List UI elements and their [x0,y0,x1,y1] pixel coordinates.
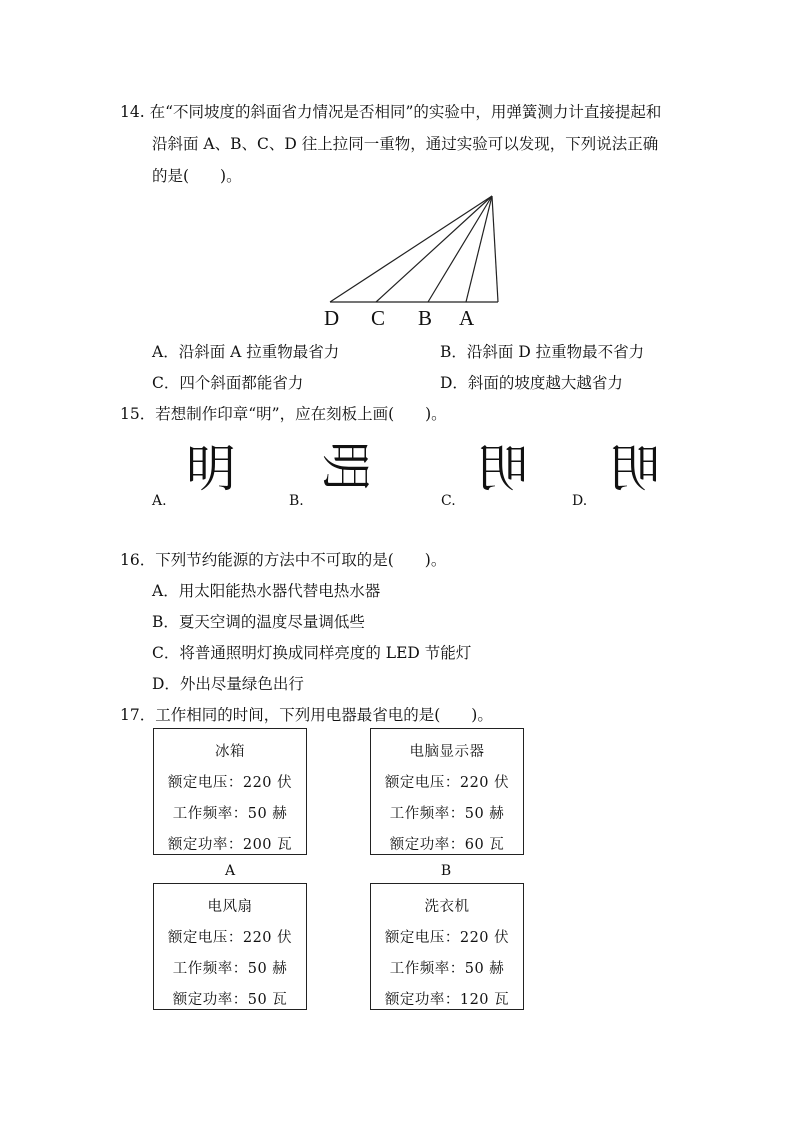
appliance-power: 额定功率：60 瓦 [389,837,505,853]
appliance-voltage: 额定电压：220 伏 [384,930,510,946]
appliance-label-a: A [224,863,236,879]
q14-stem-line-2: 沿斜面 A、B、C、D 往上拉同一重物，通过实验可以发现，下列说法正确 [152,135,659,153]
q14-stem-line-1: 14. 在“不同坡度的斜面省力情况是否相同”的实验中，用弹簧测力计直接提起和 [120,103,662,121]
appliance-name: 电脑显示器 [409,744,485,760]
appliance-power: 额定功率：200 瓦 [167,837,293,853]
label-b: B [418,306,433,330]
appliance-name: 电风扇 [207,899,253,915]
appliance-card-washer [370,883,524,1010]
stamp-option-b: 明 [316,441,374,491]
appliance-frequency: 工作频率：50 赫 [389,961,505,977]
q14-option-b: B．沿斜面 D 拉重物最不省力 [440,343,645,361]
q16-stem: 16．下列节约能源的方法中不可取的是( )。 [120,551,447,569]
q14-stem-line-3: 的是( )。 [152,167,242,185]
appliance-card-monitor [370,728,524,855]
appliance-voltage: 额定电压：220 伏 [167,930,293,946]
appliance-label-b: B [440,863,452,879]
appliance-voltage: 额定电压：220 伏 [384,775,510,791]
appliance-power: 额定功率：120 瓦 [384,992,510,1008]
incline-d [330,196,492,302]
q15-label-d: D. [572,493,588,509]
q15-label-a: A. [152,493,167,509]
appliance-name: 冰箱 [215,744,245,760]
incline-b [428,196,492,302]
appliance-frequency: 工作频率：50 赫 [172,806,288,822]
appliance-frequency: 工作频率：50 赫 [389,806,505,822]
appliance-card-fridge [153,728,307,855]
appliance-name: 洗衣机 [424,899,470,915]
q15-label-c: C. [441,493,456,509]
label-c: C [371,306,386,330]
appliance-frequency: 工作频率：50 赫 [172,961,288,977]
stamp-option-a: 明 [186,440,236,498]
q16-option-c: C．将普通照明灯换成同样亮度的 LED 节能灯 [152,644,472,662]
q14-option-d: D．斜面的坡度越大越省力 [440,374,623,392]
q14-option-a: A．沿斜面 A 拉重物最省力 [152,343,340,361]
appliance-power: 额定功率：50 瓦 [172,992,288,1008]
stamp-option-d: 明 [610,440,660,498]
label-a: A [459,306,475,330]
vertical-height-line [492,196,498,302]
q15-label-b: B. [289,493,304,509]
incline-c [376,196,492,302]
incline-diagram [320,192,510,332]
label-d: D [324,306,340,330]
appliance-voltage: 额定电压：220 伏 [167,775,293,791]
q16-option-a: A．用太阳能热水器代替电热水器 [152,582,381,600]
incline-a [466,196,492,302]
q16-option-d: D．外出尽量绿色出行 [152,675,304,693]
q14-option-c: C．四个斜面都能省力 [152,374,304,392]
stamp-option-c: 明 [478,440,528,498]
q17-stem: 17．工作相同的时间，下列用电器最省电的是( )。 [120,706,493,724]
q15-stem: 15．若想制作印章“明”，应在刻板上画( )。 [120,405,447,423]
appliance-card-fan [153,883,307,1010]
q16-option-b: B．夏天空调的温度尽量调低些 [152,613,365,631]
